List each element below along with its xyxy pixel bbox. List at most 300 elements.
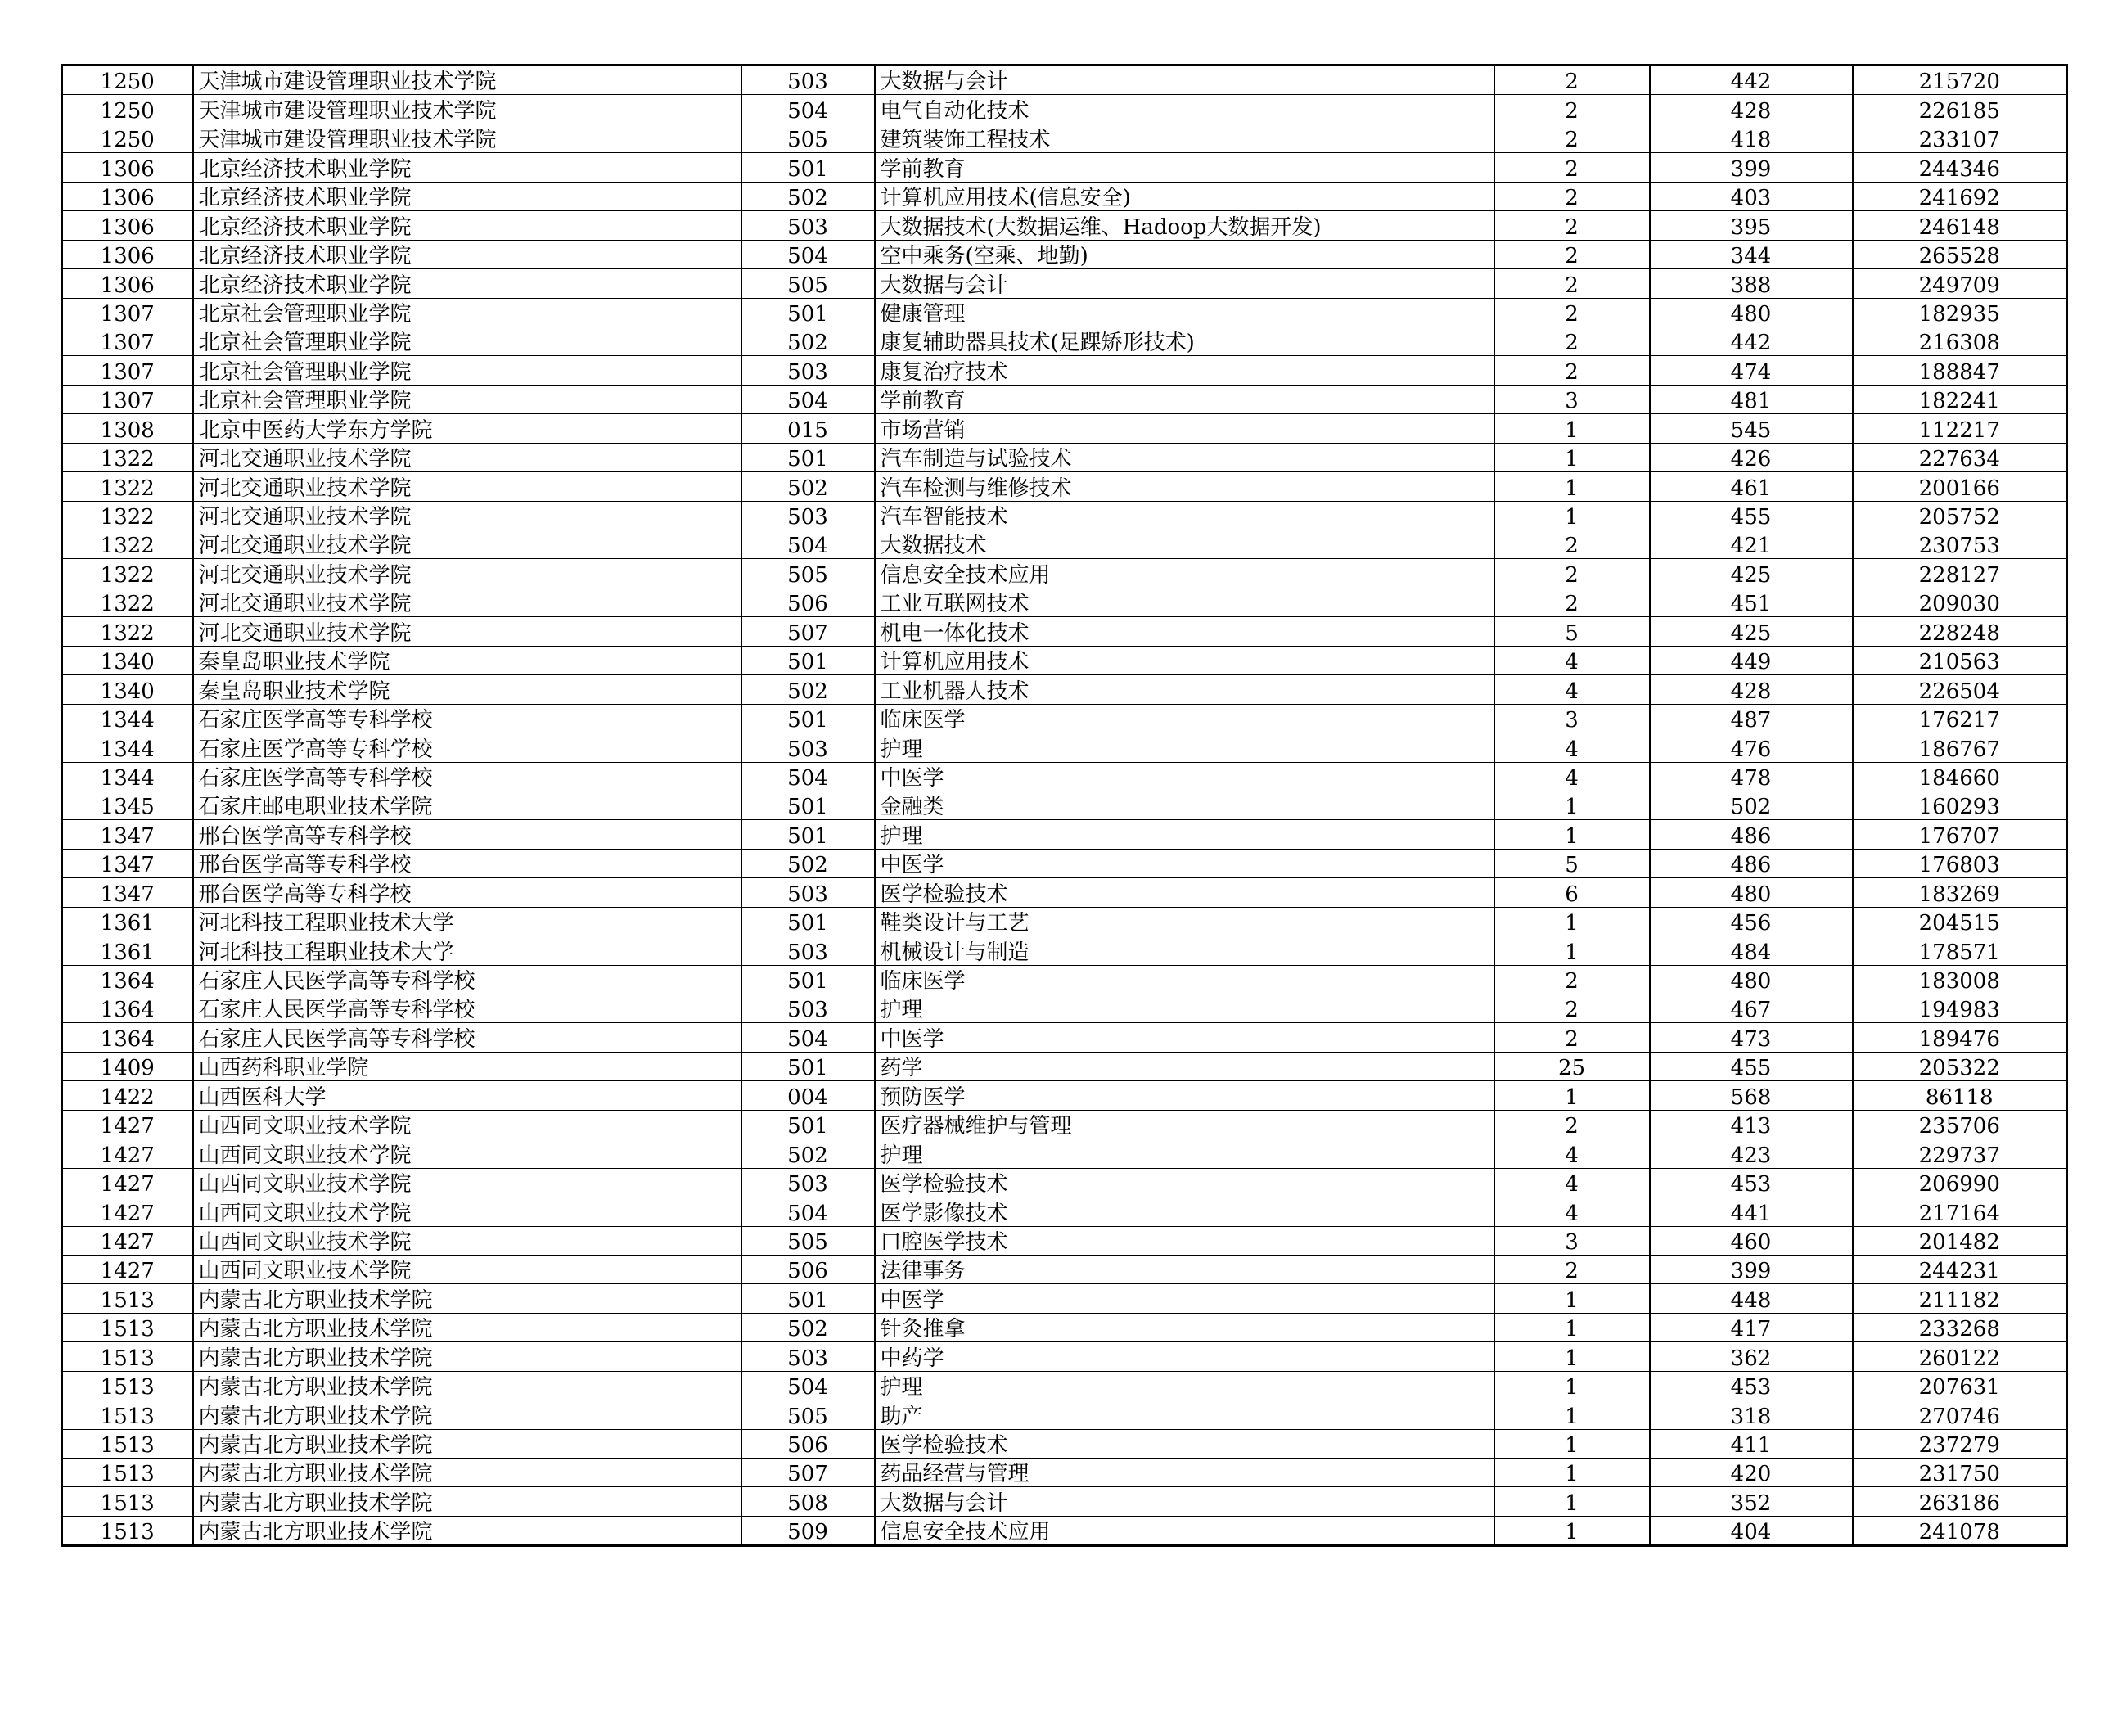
major-name-cell: 护理 [875, 733, 1494, 762]
major-code-cell: 504 [741, 385, 875, 413]
table-row [62, 1226, 2067, 1255]
min-score-cell: 455 [1650, 501, 1853, 530]
min-score-cell: 474 [1650, 356, 1853, 385]
min-score-cell: 362 [1650, 1342, 1853, 1371]
institution-name-cell: 邢台医学高等专科学校 [193, 878, 741, 907]
major-name-cell: 中药学 [875, 1342, 1494, 1371]
min-score-cell: 481 [1650, 385, 1853, 413]
min-score-cell: 480 [1650, 298, 1853, 327]
major-name-cell: 临床医学 [875, 704, 1494, 733]
institution-name-cell: 北京经济技术职业学院 [193, 211, 741, 240]
institution-code-cell: 1344 [62, 704, 193, 733]
major-name-cell: 空中乘务(空乘、地勤) [875, 240, 1494, 268]
table-row [62, 791, 2067, 819]
min-score-cell: 413 [1650, 1110, 1853, 1139]
institution-name-cell: 天津城市建设管理职业技术学院 [193, 124, 741, 152]
rank-cell: 233107 [1853, 124, 2067, 152]
institution-code-cell: 1322 [62, 501, 193, 530]
institution-code-cell: 1322 [62, 588, 193, 616]
table-row [62, 588, 2067, 616]
rank-cell: 265528 [1853, 240, 2067, 268]
major-code-cell: 503 [741, 1342, 875, 1371]
institution-name-cell: 内蒙古北方职业技术学院 [193, 1371, 741, 1400]
major-code-cell: 504 [741, 240, 875, 268]
table-row [62, 849, 2067, 877]
table-row [62, 182, 2067, 210]
table-row [62, 1081, 2067, 1110]
major-code-cell: 501 [741, 820, 875, 849]
institution-name-cell: 山西同文职业技术学院 [193, 1139, 741, 1168]
rank-cell: 201482 [1853, 1226, 2067, 1255]
major-code-cell: 503 [741, 356, 875, 385]
enrollment-count-cell: 1 [1494, 1400, 1650, 1429]
institution-name-cell: 山西同文职业技术学院 [193, 1226, 741, 1255]
major-name-cell: 大数据技术(大数据运维、Hadoop大数据开发) [875, 211, 1494, 240]
rank-cell: 205322 [1853, 1052, 2067, 1080]
table-row [62, 443, 2067, 471]
table-row [62, 994, 2067, 1023]
institution-name-cell: 秦皇岛职业技术学院 [193, 646, 741, 674]
major-code-cell: 503 [741, 733, 875, 762]
institution-code-cell: 1250 [62, 124, 193, 152]
rank-cell: 226185 [1853, 95, 2067, 124]
major-code-cell: 501 [741, 704, 875, 733]
institution-name-cell: 河北交通职业技术学院 [193, 617, 741, 646]
institution-name-cell: 石家庄医学高等专科学校 [193, 704, 741, 733]
institution-name-cell: 北京中医药大学东方学院 [193, 414, 741, 443]
major-name-cell: 计算机应用技术 [875, 646, 1494, 674]
institution-code-cell: 1250 [62, 95, 193, 124]
major-name-cell: 预防医学 [875, 1081, 1494, 1110]
min-score-cell: 502 [1650, 791, 1853, 819]
institution-name-cell: 天津城市建设管理职业技术学院 [193, 65, 741, 95]
institution-code-cell: 1347 [62, 820, 193, 849]
enrollment-count-cell: 2 [1494, 1255, 1650, 1283]
major-code-cell: 015 [741, 414, 875, 443]
min-score-cell: 426 [1650, 443, 1853, 471]
major-name-cell: 工业机器人技术 [875, 675, 1494, 704]
enrollment-count-cell: 1 [1494, 907, 1650, 936]
institution-code-cell: 1513 [62, 1429, 193, 1458]
min-score-cell: 480 [1650, 965, 1853, 994]
major-name-cell: 计算机应用技术(信息安全) [875, 182, 1494, 210]
institution-name-cell: 北京社会管理职业学院 [193, 385, 741, 413]
table-row [62, 124, 2067, 152]
institution-code-cell: 1427 [62, 1255, 193, 1283]
table-row [62, 617, 2067, 646]
rank-cell: 176217 [1853, 704, 2067, 733]
institution-name-cell: 内蒙古北方职业技术学院 [193, 1516, 741, 1545]
institution-code-cell: 1364 [62, 994, 193, 1023]
rank-cell: 176803 [1853, 849, 2067, 877]
institution-code-cell: 1306 [62, 211, 193, 240]
major-code-cell: 504 [741, 530, 875, 559]
rank-cell: 244346 [1853, 153, 2067, 182]
min-score-cell: 403 [1650, 182, 1853, 210]
institution-name-cell: 山西同文职业技术学院 [193, 1255, 741, 1283]
major-code-cell: 501 [741, 646, 875, 674]
major-code-cell: 505 [741, 559, 875, 588]
institution-name-cell: 北京经济技术职业学院 [193, 182, 741, 210]
rank-cell: 215720 [1853, 65, 2067, 95]
major-name-cell: 机电一体化技术 [875, 617, 1494, 646]
major-name-cell: 临床医学 [875, 965, 1494, 994]
enrollment-count-cell: 4 [1494, 762, 1650, 791]
institution-code-cell: 1322 [62, 472, 193, 501]
enrollment-count-cell: 5 [1494, 849, 1650, 877]
major-code-cell: 505 [741, 124, 875, 152]
enrollment-count-cell: 3 [1494, 1226, 1650, 1255]
table-row [62, 1168, 2067, 1197]
enrollment-count-cell: 2 [1494, 588, 1650, 616]
major-code-cell: 509 [741, 1516, 875, 1545]
major-name-cell: 建筑装饰工程技术 [875, 124, 1494, 152]
major-name-cell: 大数据与会计 [875, 1487, 1494, 1516]
institution-code-cell: 1322 [62, 443, 193, 471]
min-score-cell: 455 [1650, 1052, 1853, 1080]
major-code-cell: 501 [741, 153, 875, 182]
enrollment-count-cell: 3 [1494, 704, 1650, 733]
rank-cell: 228127 [1853, 559, 2067, 588]
min-score-cell: 480 [1650, 878, 1853, 907]
major-code-cell: 502 [741, 327, 875, 355]
rank-cell: 186767 [1853, 733, 2067, 762]
min-score-cell: 467 [1650, 994, 1853, 1023]
enrollment-count-cell: 1 [1494, 501, 1650, 530]
min-score-cell: 421 [1650, 530, 1853, 559]
min-score-cell: 404 [1650, 1516, 1853, 1545]
institution-code-cell: 1409 [62, 1052, 193, 1080]
institution-name-cell: 内蒙古北方职业技术学院 [193, 1459, 741, 1487]
table-row [62, 298, 2067, 327]
table-row [62, 965, 2067, 994]
enrollment-count-cell: 1 [1494, 1081, 1650, 1110]
enrollment-count-cell: 1 [1494, 1313, 1650, 1341]
table-row [62, 153, 2067, 182]
enrollment-count-cell: 6 [1494, 878, 1650, 907]
table-row [62, 1313, 2067, 1341]
min-score-cell: 318 [1650, 1400, 1853, 1429]
major-name-cell: 信息安全技术应用 [875, 1516, 1494, 1545]
institution-code-cell: 1347 [62, 878, 193, 907]
institution-code-cell: 1427 [62, 1139, 193, 1168]
institution-code-cell: 1306 [62, 240, 193, 268]
institution-code-cell: 1364 [62, 1023, 193, 1052]
rank-cell: 263186 [1853, 1487, 2067, 1516]
rank-cell: 178571 [1853, 936, 2067, 965]
enrollment-count-cell: 2 [1494, 95, 1650, 124]
institution-code-cell: 1347 [62, 849, 193, 877]
min-score-cell: 486 [1650, 820, 1853, 849]
major-name-cell: 汽车检测与维修技术 [875, 472, 1494, 501]
major-name-cell: 学前教育 [875, 153, 1494, 182]
major-code-cell: 506 [741, 1255, 875, 1283]
min-score-cell: 418 [1650, 124, 1853, 152]
institution-code-cell: 1340 [62, 675, 193, 704]
min-score-cell: 476 [1650, 733, 1853, 762]
min-score-cell: 461 [1650, 472, 1853, 501]
institution-code-cell: 1344 [62, 733, 193, 762]
rank-cell: 235706 [1853, 1110, 2067, 1139]
min-score-cell: 442 [1650, 327, 1853, 355]
enrollment-count-cell: 1 [1494, 1371, 1650, 1400]
table-row [62, 269, 2067, 298]
major-code-cell: 501 [741, 1052, 875, 1080]
table-row [62, 1516, 2067, 1545]
enrollment-count-cell: 2 [1494, 182, 1650, 210]
institution-code-cell: 1322 [62, 617, 193, 646]
institution-name-cell: 内蒙古北方职业技术学院 [193, 1487, 741, 1516]
institution-code-cell: 1344 [62, 762, 193, 791]
institution-code-cell: 1513 [62, 1371, 193, 1400]
min-score-cell: 451 [1650, 588, 1853, 616]
enrollment-count-cell: 2 [1494, 298, 1650, 327]
rank-cell: 209030 [1853, 588, 2067, 616]
enrollment-count-cell: 3 [1494, 385, 1650, 413]
table-row [62, 1342, 2067, 1371]
major-name-cell: 医学检验技术 [875, 1168, 1494, 1197]
rank-cell: 217164 [1853, 1197, 2067, 1226]
min-score-cell: 399 [1650, 1255, 1853, 1283]
enrollment-count-cell: 2 [1494, 1023, 1650, 1052]
table-row [62, 1197, 2067, 1226]
major-code-cell: 503 [741, 1168, 875, 1197]
major-name-cell: 护理 [875, 1139, 1494, 1168]
institution-code-cell: 1513 [62, 1516, 193, 1545]
table-row [62, 414, 2067, 443]
rank-cell: 160293 [1853, 791, 2067, 819]
institution-name-cell: 秦皇岛职业技术学院 [193, 675, 741, 704]
table-row [62, 820, 2067, 849]
min-score-cell: 420 [1650, 1459, 1853, 1487]
major-code-cell: 502 [741, 675, 875, 704]
rank-cell: 183269 [1853, 878, 2067, 907]
enrollment-count-cell: 2 [1494, 65, 1650, 95]
major-name-cell: 机械设计与制造 [875, 936, 1494, 965]
major-name-cell: 药品经营与管理 [875, 1459, 1494, 1487]
major-name-cell: 中医学 [875, 849, 1494, 877]
major-code-cell: 504 [741, 1371, 875, 1400]
min-score-cell: 453 [1650, 1168, 1853, 1197]
major-name-cell: 口腔医学技术 [875, 1226, 1494, 1255]
institution-code-cell: 1513 [62, 1342, 193, 1371]
min-score-cell: 487 [1650, 704, 1853, 733]
table-row [62, 1371, 2067, 1400]
institution-name-cell: 河北交通职业技术学院 [193, 559, 741, 588]
major-code-cell: 502 [741, 1139, 875, 1168]
major-code-cell: 504 [741, 762, 875, 791]
min-score-cell: 545 [1650, 414, 1853, 443]
major-code-cell: 502 [741, 1313, 875, 1341]
major-name-cell: 中医学 [875, 1284, 1494, 1313]
enrollment-count-cell: 4 [1494, 675, 1650, 704]
min-score-cell: 423 [1650, 1139, 1853, 1168]
institution-code-cell: 1422 [62, 1081, 193, 1110]
institution-code-cell: 1308 [62, 414, 193, 443]
major-code-cell: 501 [741, 791, 875, 819]
institution-code-cell: 1513 [62, 1284, 193, 1313]
major-code-cell: 501 [741, 1284, 875, 1313]
table-row [62, 559, 2067, 588]
rank-cell: 244231 [1853, 1255, 2067, 1283]
min-score-cell: 411 [1650, 1429, 1853, 1458]
table-row [62, 878, 2067, 907]
institution-code-cell: 1306 [62, 269, 193, 298]
table-row [62, 501, 2067, 530]
institution-name-cell: 内蒙古北方职业技术学院 [193, 1429, 741, 1458]
table-row [62, 472, 2067, 501]
major-code-cell: 501 [741, 965, 875, 994]
enrollment-count-cell: 1 [1494, 1459, 1650, 1487]
enrollment-count-cell: 2 [1494, 269, 1650, 298]
rank-cell: 241078 [1853, 1516, 2067, 1545]
major-code-cell: 503 [741, 994, 875, 1023]
rank-cell: 86118 [1853, 1081, 2067, 1110]
table-row [62, 530, 2067, 559]
enrollment-count-cell: 4 [1494, 1168, 1650, 1197]
rank-cell: 184660 [1853, 762, 2067, 791]
institution-code-cell: 1307 [62, 356, 193, 385]
rank-cell: 246148 [1853, 211, 2067, 240]
major-code-cell: 501 [741, 907, 875, 936]
major-name-cell: 大数据与会计 [875, 65, 1494, 95]
institution-name-cell: 山西药科职业学院 [193, 1052, 741, 1080]
min-score-cell: 428 [1650, 95, 1853, 124]
major-code-cell: 503 [741, 878, 875, 907]
major-code-cell: 507 [741, 617, 875, 646]
major-name-cell: 鞋类设计与工艺 [875, 907, 1494, 936]
institution-name-cell: 内蒙古北方职业技术学院 [193, 1313, 741, 1341]
enrollment-count-cell: 2 [1494, 327, 1650, 355]
major-name-cell: 汽车制造与试验技术 [875, 443, 1494, 471]
rank-cell: 206990 [1853, 1168, 2067, 1197]
institution-code-cell: 1513 [62, 1313, 193, 1341]
institution-name-cell: 北京经济技术职业学院 [193, 269, 741, 298]
institution-name-cell: 天津城市建设管理职业技术学院 [193, 95, 741, 124]
institution-code-cell: 1427 [62, 1197, 193, 1226]
table-row [62, 936, 2067, 965]
enrollment-count-cell: 2 [1494, 356, 1650, 385]
table-row [62, 65, 2067, 95]
rank-cell: 182241 [1853, 385, 2067, 413]
min-score-cell: 425 [1650, 559, 1853, 588]
enrollment-count-cell: 2 [1494, 559, 1650, 588]
rank-cell: 207631 [1853, 1371, 2067, 1400]
enrollment-count-cell: 1 [1494, 443, 1650, 471]
rank-cell: 204515 [1853, 907, 2067, 936]
major-name-cell: 工业互联网技术 [875, 588, 1494, 616]
rank-cell: 112217 [1853, 414, 2067, 443]
enrollment-count-cell: 1 [1494, 1342, 1650, 1371]
institution-code-cell: 1427 [62, 1110, 193, 1139]
rank-cell: 229737 [1853, 1139, 2067, 1168]
min-score-cell: 425 [1650, 617, 1853, 646]
enrollment-count-cell: 2 [1494, 211, 1650, 240]
enrollment-count-cell: 1 [1494, 414, 1650, 443]
institution-code-cell: 1427 [62, 1168, 193, 1197]
institution-name-cell: 河北交通职业技术学院 [193, 501, 741, 530]
major-code-cell: 507 [741, 1459, 875, 1487]
rank-cell: 194983 [1853, 994, 2067, 1023]
table-body [62, 65, 2067, 1546]
institution-name-cell: 山西同文职业技术学院 [193, 1197, 741, 1226]
enrollment-count-cell: 4 [1494, 1139, 1650, 1168]
institution-code-cell: 1427 [62, 1226, 193, 1255]
major-code-cell: 508 [741, 1487, 875, 1516]
institution-code-cell: 1513 [62, 1459, 193, 1487]
major-name-cell: 针灸推拿 [875, 1313, 1494, 1341]
institution-code-cell: 1307 [62, 385, 193, 413]
enrollment-count-cell: 2 [1494, 965, 1650, 994]
institution-name-cell: 内蒙古北方职业技术学院 [193, 1342, 741, 1371]
major-name-cell: 法律事务 [875, 1255, 1494, 1283]
min-score-cell: 449 [1650, 646, 1853, 674]
min-score-cell: 352 [1650, 1487, 1853, 1516]
institution-name-cell: 北京社会管理职业学院 [193, 356, 741, 385]
major-code-cell: 501 [741, 298, 875, 327]
table-row [62, 1255, 2067, 1283]
rank-cell: 260122 [1853, 1342, 2067, 1371]
min-score-cell: 442 [1650, 65, 1853, 95]
major-code-cell: 504 [741, 1023, 875, 1052]
institution-code-cell: 1513 [62, 1400, 193, 1429]
institution-name-cell: 邢台医学高等专科学校 [193, 820, 741, 849]
rank-cell: 237279 [1853, 1429, 2067, 1458]
institution-code-cell: 1306 [62, 153, 193, 182]
enrollment-count-cell: 2 [1494, 1110, 1650, 1139]
table-row [62, 1487, 2067, 1516]
rank-cell: 183008 [1853, 965, 2067, 994]
major-name-cell: 医学影像技术 [875, 1197, 1494, 1226]
institution-code-cell: 1322 [62, 559, 193, 588]
min-score-cell: 428 [1650, 675, 1853, 704]
institution-name-cell: 邢台医学高等专科学校 [193, 849, 741, 877]
rank-cell: 231750 [1853, 1459, 2067, 1487]
min-score-cell: 484 [1650, 936, 1853, 965]
institution-code-cell: 1307 [62, 327, 193, 355]
institution-name-cell: 山西同文职业技术学院 [193, 1168, 741, 1197]
enrollment-count-cell: 1 [1494, 791, 1650, 819]
enrollment-count-cell: 1 [1494, 1487, 1650, 1516]
institution-name-cell: 石家庄人民医学高等专科学校 [193, 965, 741, 994]
table-row [62, 675, 2067, 704]
table-row [62, 1110, 2067, 1139]
rank-cell: 210563 [1853, 646, 2067, 674]
major-name-cell: 医疗器械维护与管理 [875, 1110, 1494, 1139]
min-score-cell: 456 [1650, 907, 1853, 936]
min-score-cell: 473 [1650, 1023, 1853, 1052]
institution-code-cell: 1361 [62, 936, 193, 965]
table-row [62, 733, 2067, 762]
major-name-cell: 汽车智能技术 [875, 501, 1494, 530]
major-name-cell: 信息安全技术应用 [875, 559, 1494, 588]
major-name-cell: 助产 [875, 1400, 1494, 1429]
major-name-cell: 金融类 [875, 791, 1494, 819]
major-code-cell: 503 [741, 501, 875, 530]
rank-cell: 200166 [1853, 472, 2067, 501]
major-name-cell: 护理 [875, 994, 1494, 1023]
institution-code-cell: 1361 [62, 907, 193, 936]
major-code-cell: 504 [741, 95, 875, 124]
major-name-cell: 大数据与会计 [875, 269, 1494, 298]
major-name-cell: 市场营销 [875, 414, 1494, 443]
rank-cell: 205752 [1853, 501, 2067, 530]
institution-code-cell: 1250 [62, 65, 193, 95]
major-code-cell: 503 [741, 65, 875, 95]
rank-cell: 182935 [1853, 298, 2067, 327]
institution-name-cell: 山西医科大学 [193, 1081, 741, 1110]
enrollment-count-cell: 1 [1494, 1516, 1650, 1545]
